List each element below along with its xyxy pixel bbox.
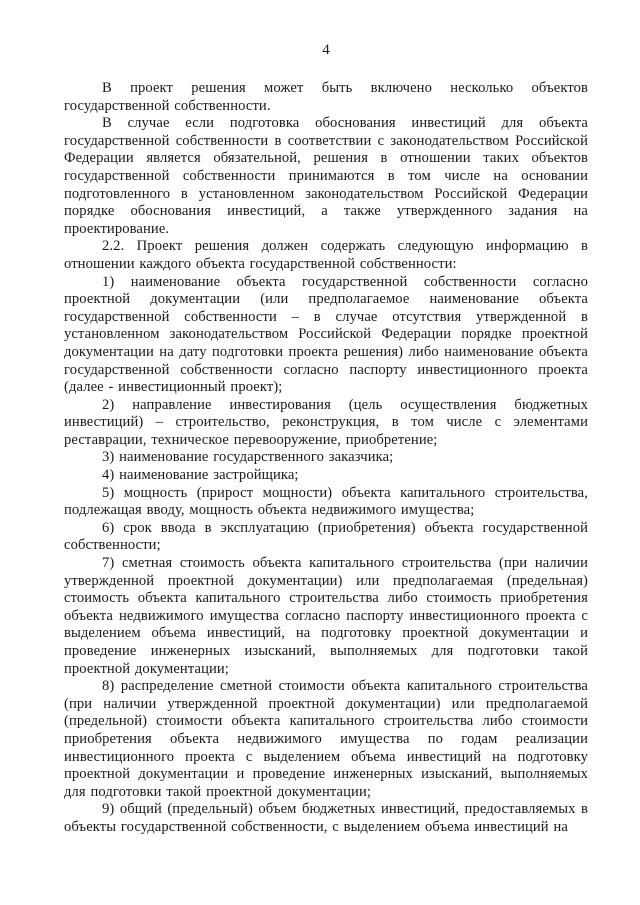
- list-item-6: 6) срок ввода в эксплуатацию (приобретения) объекта государственной собственности;: [64, 519, 588, 554]
- list-item-7: 7) сметная стоимость объекта капитального строительства (при наличии утвержденной проектной документации) или предполагаемая (предельная) стоимость объекта капитального строительства либо стоимость приобретения объекта недвижимого имущества согласно паспорту инвестиционного проекта с выделением объема инвестиций, на подготовку проектной документации и проведение инженерных изысканий, выполняемых для подготовки такой проектной документации;: [64, 555, 588, 677]
- list-item-3: 3) наименование государственного заказчика;: [102, 449, 394, 466]
- list-item-5: 5) мощность (прирост мощности) объекта капитального строительства, подлежащая вводу, мощность объекта недвижимого имущества;: [64, 484, 588, 519]
- page-number: 4: [322, 42, 330, 58]
- paragraph-investment-justification: В случае если подготовка обоснования инвестиций для объекта государственной собственности в соответствии с законодательством Российской Федерации является обязательной, решения в отношении таких объектов государственной собственности принимаются в том числе на основании подготовленного в установленном законодательством Российской Федерации порядке обоснования инвестиций, а также утвержденного задания на проектирование.: [64, 115, 588, 237]
- paragraph-section-2-2: 2.2. Проект решения должен содержать следующую информацию в отношении каждого объекта государственной собственности:: [64, 238, 588, 272]
- list-item-8: 8) распределение сметной стоимости объекта капитального строительства (при наличии утвержденной проектной документации) или предполагаемой (предельной) стоимости объекта капитального строительства либо стоимости приобретения объекта недвижимого имущества по годам реализации инвестиционного проекта с выделением объема инвестиций на подготовку проектной документации и проведение инженерных изысканий, выполняемых для подготовки такой проектной документации;: [64, 678, 588, 800]
- list-item-9: 9) общий (предельный) объем бюджетных инвестиций, предоставляемых в объекты государственной собственности, с выделением объема инвестиций на: [64, 801, 588, 835]
- paragraph-multiple-objects: В проект решения может быть включено несколько объектов государственной собственности.: [64, 80, 588, 114]
- list-item-2: 2) направление инвестирования (цель осуществления бюджетных инвестиций) – строительство, реконструкция, в том числе с элементами реставрации, техническое перевооружение, приобретение;: [64, 396, 588, 448]
- list-item-4: 4) наименование застройщика;: [102, 467, 299, 484]
- list-item-1: 1) наименование объекта государственной собственности согласно проектной документации (или предполагаемое наименование объекта государственной собственности – в случае отсутствия утвержденной в установленном законодательством Российской Федерации порядке проектной документации на дату подготовки проекта решения) либо наименование объекта государственной собственности согласно паспорту инвестиционного проекта (далее - инвестиционный проект);: [64, 273, 588, 396]
